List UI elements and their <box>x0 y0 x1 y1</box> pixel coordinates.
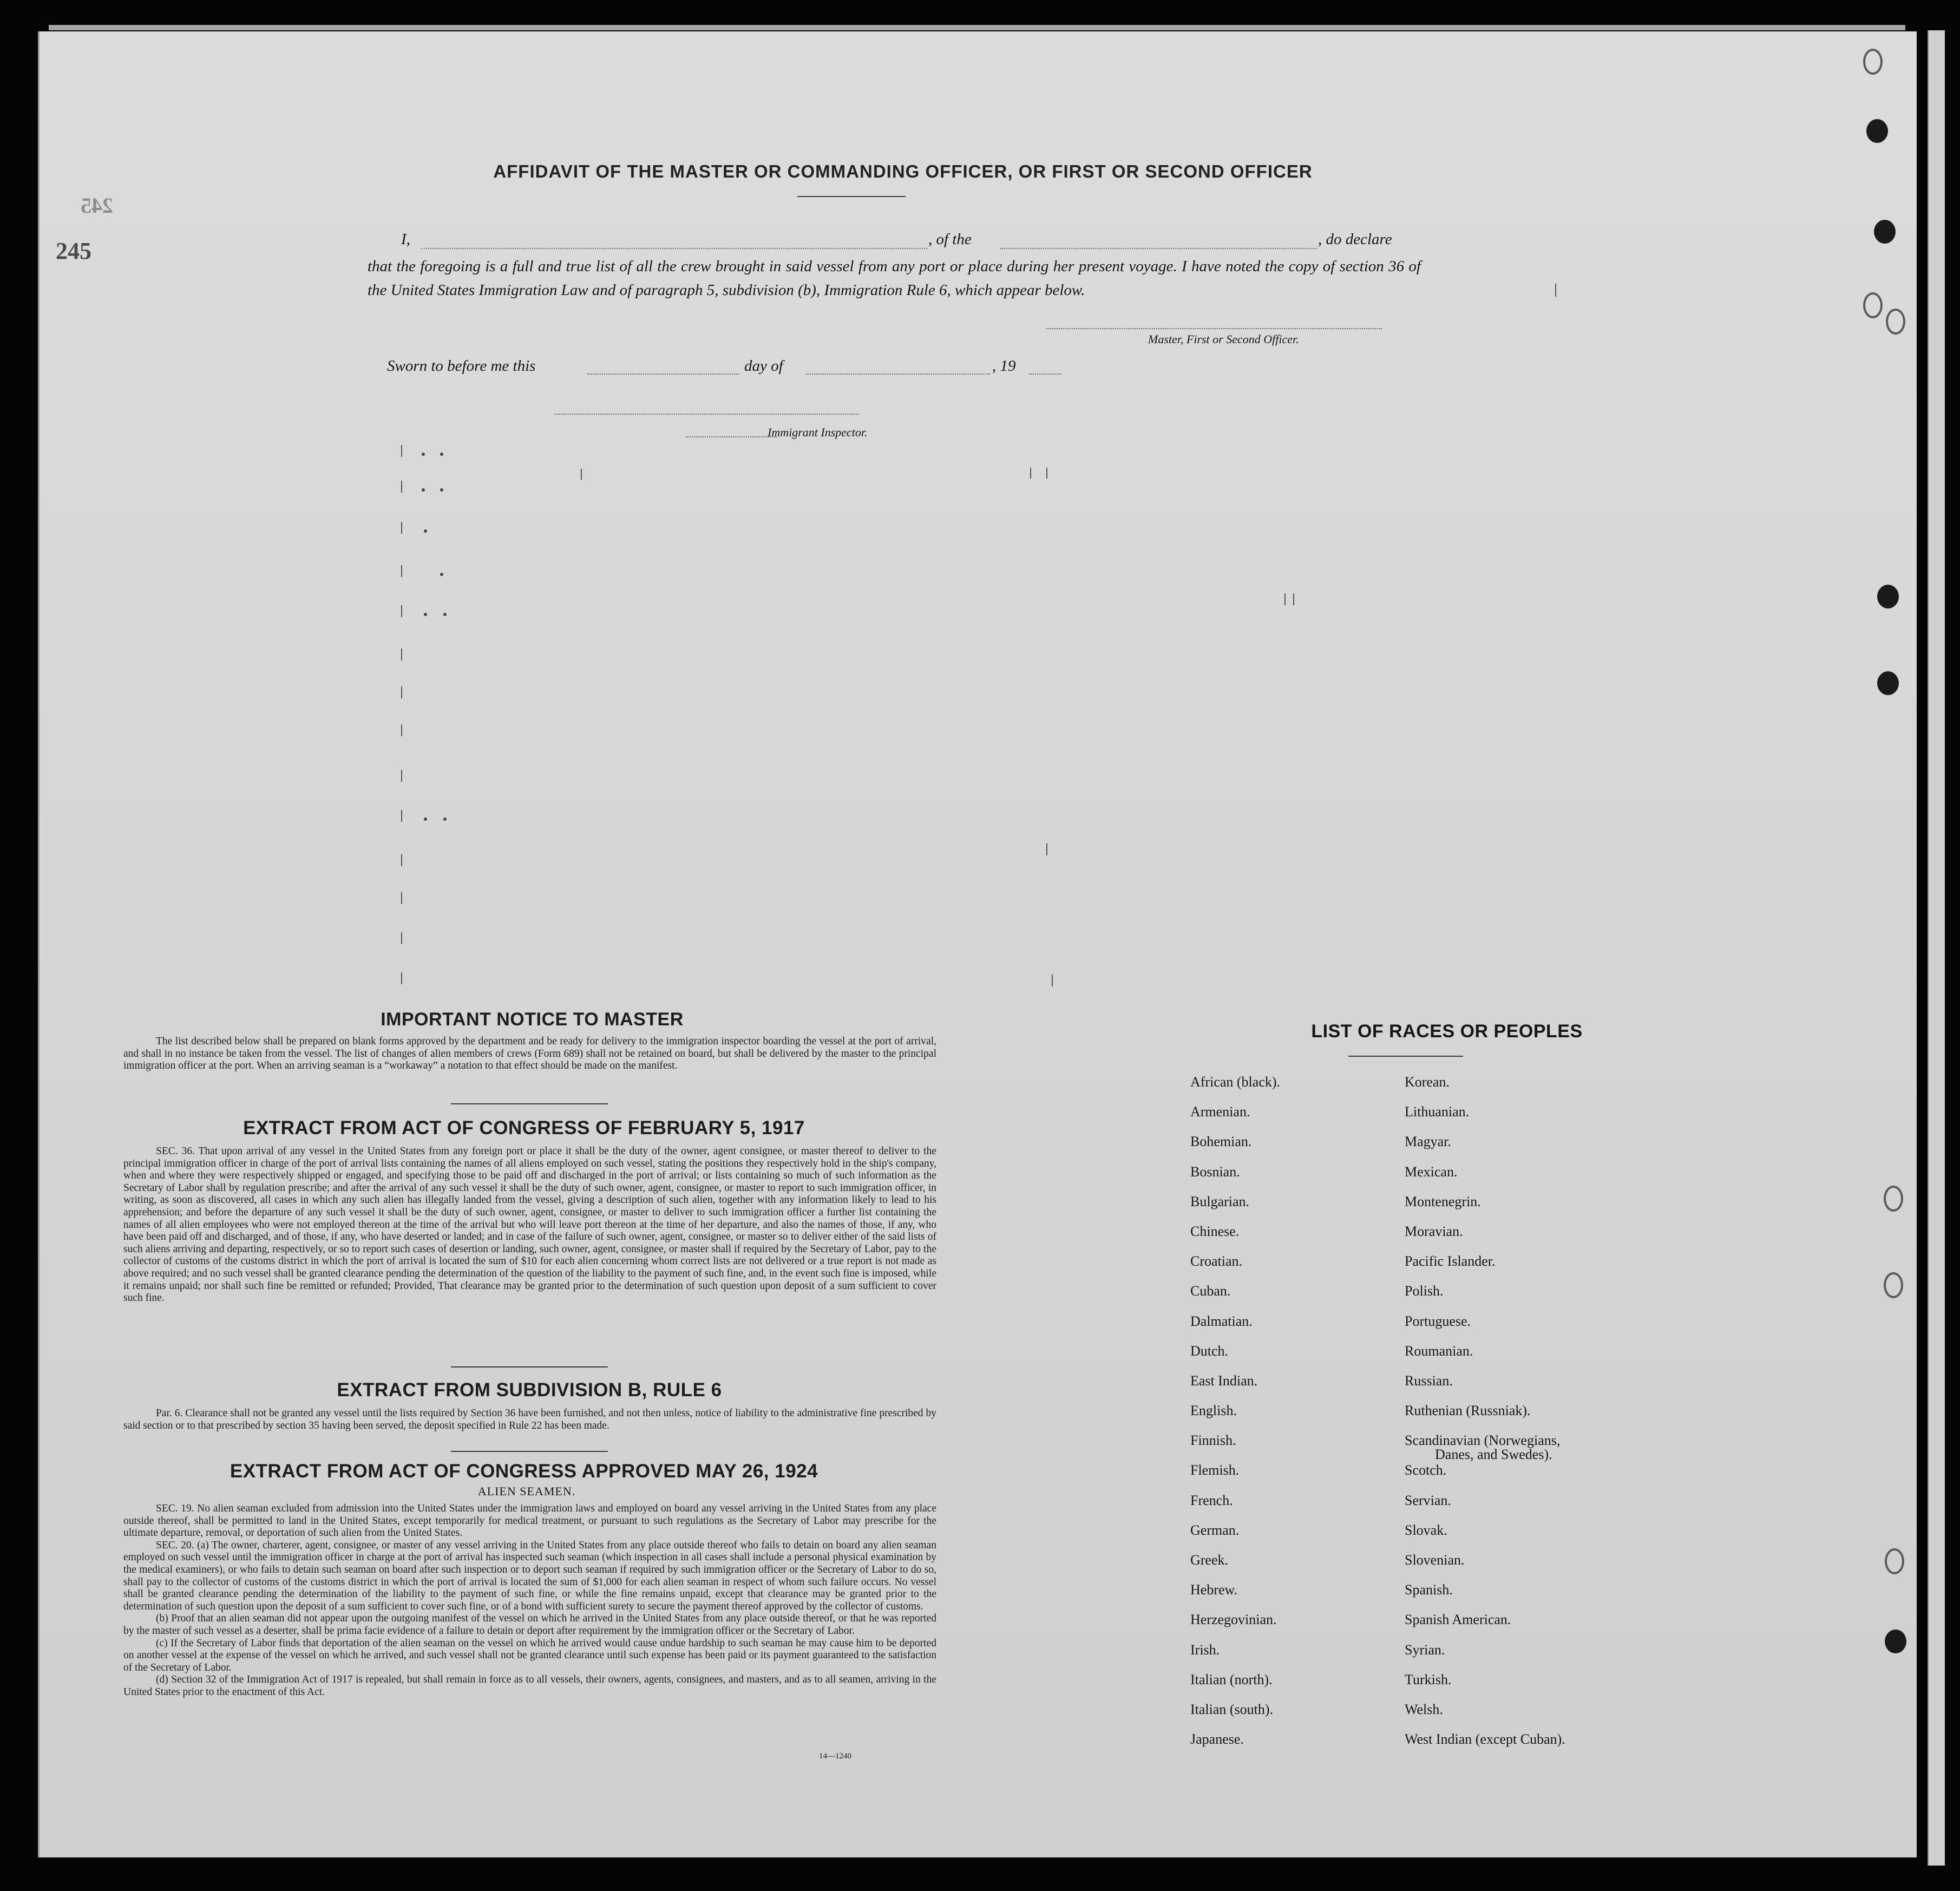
race-item: Cuban. <box>1190 1283 1231 1299</box>
race-item: Italian (south). <box>1190 1701 1274 1717</box>
inspector-signature-field-2[interactable] <box>686 436 777 437</box>
races-right-column <box>1405 1075 1565 1762</box>
rule6-divider <box>451 1451 608 1452</box>
declaration-of-the: , of the <box>928 231 972 248</box>
faint-mark <box>1046 843 1047 855</box>
faint-mark <box>440 453 443 456</box>
faint-mark <box>440 573 443 576</box>
races-title: LIST OF RACES OR PEOPLES <box>1311 1021 1583 1042</box>
faint-mark <box>401 445 402 457</box>
faint-mark <box>581 469 582 480</box>
race-item: Scandinavian (Norwegians, <box>1405 1432 1561 1449</box>
notice-text <box>123 1036 936 1072</box>
year-label: , 19 <box>992 357 1016 375</box>
faint-mark <box>401 605 402 617</box>
extract-1917-title: EXTRACT FROM ACT OF CONGRESS OF FEBRUARY 5, 1917 <box>243 1117 805 1138</box>
race-item: Moravian. <box>1405 1223 1463 1239</box>
faint-mark <box>401 972 402 984</box>
notice-title: IMPORTANT NOTICE TO MASTER <box>381 1009 684 1030</box>
faint-mark <box>1030 468 1031 479</box>
name-field[interactable] <box>421 248 927 249</box>
binding-hole <box>1877 585 1899 608</box>
binding-hole <box>1863 49 1883 75</box>
rule6-title: EXTRACT FROM SUBDIVISION B, RULE 6 <box>337 1379 722 1401</box>
race-item: Turkish. <box>1405 1671 1452 1687</box>
faint-mark <box>424 817 427 821</box>
race-item: Syrian. <box>1405 1641 1445 1658</box>
inspector-signature-field[interactable] <box>555 414 859 415</box>
race-item: West Indian (except Cuban). <box>1405 1731 1565 1748</box>
faint-mark <box>1046 468 1047 479</box>
faint-mark <box>1555 284 1556 297</box>
faint-mark <box>1052 974 1053 986</box>
race-item: German. <box>1190 1522 1240 1538</box>
race-item: Slovenian. <box>1405 1552 1465 1568</box>
faint-mark <box>424 529 427 533</box>
race-item: Greek. <box>1190 1552 1229 1568</box>
binding-hole <box>1884 1186 1903 1212</box>
faint-mark <box>401 892 402 904</box>
race-item: Magyar. <box>1405 1134 1451 1150</box>
sec20c-paragraph: (c) If the Secretary of Labor finds that deportation of the alien seaman on the vessel on which he arrived would cause undue hardship to such seaman he may cause him to be deported on another vessel at the expense of the vessel on which he arrived, and such vessel shall not be granted clearance until such expense has been paid or its payment guaranteed to the satisfaction of the Secretary of Labor. <box>123 1637 936 1673</box>
race-item: Mexican. <box>1405 1163 1458 1180</box>
race-item: Spanish American. <box>1405 1612 1511 1628</box>
extract-1917-text <box>123 1146 936 1305</box>
declaration-do-declare: , do declare <box>1318 231 1392 248</box>
race-item: Pacific Islander. <box>1405 1253 1496 1270</box>
race-item: Welsh. <box>1405 1701 1443 1717</box>
race-item: Russian. <box>1405 1372 1453 1389</box>
race-item: Bosnian. <box>1190 1163 1240 1180</box>
sworn-month-field[interactable] <box>806 374 990 375</box>
binding-hole <box>1884 1272 1903 1298</box>
faint-mark <box>443 613 447 616</box>
race-item: Hebrew. <box>1190 1582 1238 1598</box>
form-number: 14—1240 <box>819 1752 851 1761</box>
rule6-paragraph: Par. 6. Clearance shall not be granted any vessel until the lists required by Section 36 have been furnished, and not then unless, notice of liability to the administrative fine prescribed by said section or to that prescribed by section 35 having been served, the deposit specified in Rule 22 has been made. <box>123 1408 936 1431</box>
faint-mark <box>443 817 447 821</box>
binding-hole <box>1885 1548 1904 1574</box>
faint-mark <box>401 770 402 782</box>
binding-edge <box>1928 30 1945 1866</box>
race-item: Montenegrin. <box>1405 1193 1481 1209</box>
binding-hole <box>1877 671 1899 695</box>
race-item: Dutch. <box>1190 1343 1229 1359</box>
faint-mark <box>401 686 402 698</box>
sec20d-paragraph: (d) Section 32 of the Immigration Act of 1917 is repealed, but shall remain in force as to all vessels, their owners, agents, consignees, and masters, and as to all seamen, arriving in the United States prior to the enactment of this Act. <box>123 1674 936 1698</box>
faint-mark <box>1284 593 1286 605</box>
race-item: Finnish. <box>1190 1432 1236 1449</box>
race-item: Croatian. <box>1190 1253 1243 1270</box>
race-item: Korean. <box>1405 1074 1450 1090</box>
race-item: African (black). <box>1190 1074 1281 1090</box>
binding-hole <box>1866 119 1888 143</box>
faint-mark <box>401 810 402 822</box>
notice-divider <box>451 1103 608 1104</box>
form-page <box>38 31 1917 1857</box>
race-item: Italian (north). <box>1190 1671 1273 1687</box>
day-of-label: day of <box>744 357 783 375</box>
faint-mark <box>401 854 402 866</box>
race-item: Ruthenian (Russniak). <box>1405 1403 1531 1419</box>
faint-mark <box>1293 593 1294 605</box>
margin-mark-faded: 245 <box>81 193 113 218</box>
sec20a-paragraph: SEC. 20. (a) The owner, charterer, agent, consignee, or master of any vessel arriving in the United States from any place outside thereof who fails to detain on board any alien seaman employed on such vessel until the immigration officer in charge at the port of arrival has inspected such seaman (which inspection in all cases shall include a personal physical examination by the medical examiners), or who fails to detain such seaman on board after such inspection or to deport such seaman if required by such immigration officer or the Secretary of Labor to do so, shall pay to the collector of customs of the customs district in which the port of arrival is located the sum of $1,000 for each alien seaman in respect of whom such failure occurs. No vessel shall be granted clearance pending the determination of the liability to the payment of such fine, or while the fine remains unpaid, except that clearance may be granted prior to the determination of such question upon the deposit of a sum sufficient to cover such fine, or of a bond with sufficient surety to secure the payment thereof approved by the collector of customs. <box>123 1539 936 1612</box>
race-item: Chinese. <box>1190 1223 1240 1239</box>
inspector-label: Immigrant Inspector. <box>768 426 868 439</box>
race-item: Roumanian. <box>1405 1343 1473 1359</box>
races-divider <box>1348 1056 1463 1057</box>
sec20b-paragraph: (b) Proof that an alien seaman did not appear upon the outgoing manifest of the vessel on which he arrived in the United States from any place outside thereof, or that he was reported by the master of such vessel as a deserter, shall be prima facie evidence of a failure to detain or deport after requirement by the immigration officer or the Secretary of Labor. <box>123 1613 936 1637</box>
extract-1924-text <box>123 1503 936 1699</box>
race-item: Portuguese. <box>1405 1313 1471 1329</box>
binding-hole <box>1863 292 1883 318</box>
race-item-continuation: Danes, and Swedes). <box>1435 1447 1552 1463</box>
faint-mark <box>401 481 402 493</box>
sworn-year-field[interactable] <box>1029 374 1061 375</box>
rule6-text <box>123 1408 936 1432</box>
alien-seamen-subtitle: ALIEN SEAMEN. <box>477 1484 576 1498</box>
binding-hole <box>1886 309 1905 335</box>
faint-mark <box>422 488 425 492</box>
race-item: English. <box>1190 1403 1237 1419</box>
sworn-label: Sworn to before me this <box>387 357 536 375</box>
extract-1917-divider <box>451 1366 608 1367</box>
faint-mark <box>401 724 402 736</box>
title-underline <box>797 196 906 197</box>
race-item: Bulgarian. <box>1190 1193 1250 1209</box>
race-item: Spanish. <box>1405 1582 1453 1598</box>
race-item: Bohemian. <box>1190 1134 1252 1150</box>
declaration-i: I, <box>401 231 410 248</box>
sec19-paragraph: SEC. 19. No alien seaman excluded from admission into the United States under the immigration laws and employed on board any vessel arriving in the United States from any place outside thereof, shall be permitted to land in the United States, except temporarily for medical treatment, or pursuant to such regulations as the Secretary of Labor may prescribe for the ultimate departure, removal, or deportation of such alien from the United States. <box>123 1503 936 1539</box>
race-item: Armenian. <box>1190 1104 1250 1120</box>
race-item: Irish. <box>1190 1641 1220 1658</box>
master-signature-label: Master, First or Second Officer. <box>1148 332 1299 346</box>
notice-paragraph: The list described below shall be prepared on blank forms approved by the department and be ready for delivery to the immigration inspector boarding the vessel at the port of arrival, and shall in no instance be taken from the vessel. The list of changes of alien members of crews (Form 689) shall not be retained on board, but shall be delivered by the master to the principal immigration officer at the port. When an arriving seaman is a “workaway” a notation to that effect should be made on the manifest. <box>123 1036 936 1072</box>
race-item: Herzegovinian. <box>1190 1612 1277 1628</box>
faint-mark <box>401 649 402 660</box>
margin-mark: 245 <box>56 238 91 264</box>
master-signature-field[interactable] <box>1046 328 1382 329</box>
binding-hole <box>1885 1630 1906 1653</box>
race-item: Polish. <box>1405 1283 1444 1299</box>
binding-hole <box>1874 220 1896 244</box>
race-item: Servian. <box>1405 1492 1451 1508</box>
faint-mark <box>422 453 425 456</box>
race-item: Dalmatian. <box>1190 1313 1253 1329</box>
race-item: East Indian. <box>1190 1372 1258 1389</box>
faint-mark <box>401 565 402 577</box>
race-item: Scotch. <box>1405 1462 1447 1478</box>
extract-1924-title: EXTRACT FROM ACT OF CONGRESS APPROVED MAY 26, 1924 <box>230 1461 818 1482</box>
faint-mark <box>401 932 402 944</box>
races-left-column <box>1190 1075 1280 1762</box>
affidavit-title: AFFIDAVIT OF THE MASTER OR COMMANDING OFFICER, OR FIRST OR SECOND OFFICER <box>493 161 1313 181</box>
faint-mark <box>401 522 402 534</box>
faint-mark <box>440 488 443 492</box>
race-item: Flemish. <box>1190 1462 1240 1478</box>
race-item: Slovak. <box>1405 1522 1447 1538</box>
faint-mark <box>424 613 427 616</box>
sheet-top-edge <box>49 25 1905 30</box>
sec36-paragraph: SEC. 36. That upon arrival of any vessel in the United States from any foreign port or place it shall be the duty of the owner, agent consignee, or master thereof to deliver to the principal immigration officer in charge of the port of arrival lists containing the names of all aliens employed on such vessel, stating the positions they respectively hold in the ship's company, when and where they were respectively shipped or engaged, and specifying those to be paid off and discharged in the port of arrival; or lists containing so much of such information as the Secretary of Labor shall by regulation prescribe; and after the arrival of any such vessel it shall be the duty of such owner, agent, consignee, or master to report to such immigration officer, in writing, as soon as discovered, all cases in which any such alien has illegally landed from the vessel, giving a description of such alien, together with any information likely to lead to his apprehension; and before the departure of any such vessel it shall be the duty of such owner, agent, consignee, or master to deliver to such immigration officer a further list containing the names of all alien employees who were not employed thereon at the time of the arrival but who will leave port thereon at the time of her departure, and also the names of those, if any, who have been paid off and discharged, and of those, if any, who have deserted or landed; and in case of the failure of such owner, agent, consignee, or master so to deliver either of the said lists of such aliens arriving and departing, respectively, or so to report such cases of desertion or landing, such owner, agent, consignee, or master shall if required by the Secretary of Labor, pay to the collector of customs of the customs district in which the port of arrival is located the sum of $10 for each alien concerning whom correct lists are not delivered or a true report is not made as above required; and no such vessel shall be granted clearance pending the determination of the question of the liability to the payment of such fine, and, in the event such fine is imposed, while it remains unpaid; nor shall such fine be remitted or refunded; Provided, That clearance may be granted prior to the determination of such question upon deposit of a sum sufficient to cover such fine. <box>123 1146 936 1304</box>
race-item: Japanese. <box>1190 1731 1244 1748</box>
declaration-body: that the foregoing is a full and true list of all the crew brought in said vessel from any port or place during her present voyage. I have noted the copy of section 36 of the United States Immigration Law and of paragraph 5, subdivision (b), Immigration Rule 6, which appear below. <box>368 258 1421 299</box>
race-item: Lithuanian. <box>1405 1104 1470 1120</box>
vessel-field[interactable] <box>1000 248 1317 249</box>
sworn-day-field[interactable] <box>587 374 739 375</box>
race-item: French. <box>1190 1492 1233 1508</box>
